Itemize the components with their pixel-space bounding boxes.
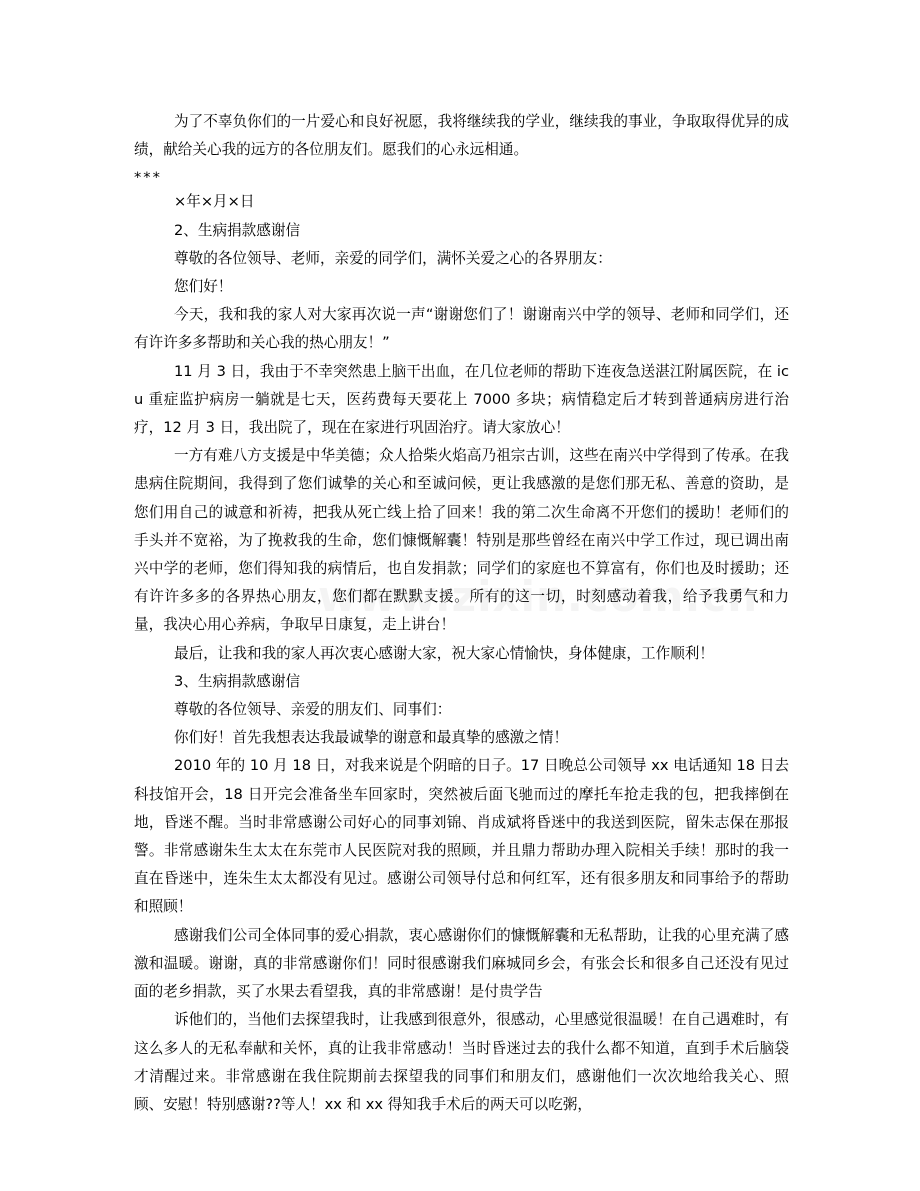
signature-stars: *** [134, 169, 162, 187]
paragraph: 诉他们的，当他们去探望我时，让我感到很意外，很感动，心里感觉很温暖！在自己遇难时，有这么多人的无私奉献和关怀，真的让我非常感动！当时昏迷过去的我什么都不知道，直到手术后脑袋才清醒过来。非常感谢在我住院期前去探望我的同事们和朋友们，感谢他们一次次地给我关心、照顾、安慰！特别感谢??等人！xx 和 xx 得知我手术后的两天可以吃粥， [134, 1011, 789, 1113]
paragraph: 3、生病捐款感谢信 [174, 672, 301, 690]
paragraph: 尊敬的各位领导、老师，亲爱的同学们，满怀关爱之心的各界朋友： [174, 249, 612, 267]
paragraph: 您们好！ [174, 278, 233, 296]
paragraph: 2、生病捐款感谢信 [174, 221, 301, 239]
paragraph: 最后，让我和我的家人再次衷心感谢大家，祝大家心情愉快，身体健康，工作顺利！ [174, 644, 714, 662]
paragraph: 2010 年的 10 月 18 日，对我来说是个阴暗的日子。17 日晚总公司领导 xx 电话通知 18 日去科技馆开会，18 日开完会准备坐车回家时，突然被后面飞驰而过的摩托车抢走我的包，把我摔倒在地，昏迷不醒。当时非常感谢公司好心的同事刘锦、肖成斌将昏迷中的我送到医院，留朱志保在那报警。非常感谢朱生太太在东莞市人民医院对我的照顾，并且鼎力帮助办理入院相关手续！那时的我一直在昏迷中，连朱生太太都没有见过。感谢公司领导付总和何红军，还有很多朋友和同事给予的帮助和照顾！ [134, 757, 789, 916]
paragraph: 为了不辜负你们的一片爱心和良好祝愿，我将继续我的学业，继续我的事业，争取取得优异的成绩，献给关心我的远方的各位朋友们。愿我们的心永远相通。 [134, 113, 789, 159]
paragraph: 感谢我们公司全体同事的爱心捐款，衷心感谢你们的慷慨解囊和无私帮助，让我的心里充满了感激和温暖。谢谢，真的非常感谢你们！同时很感谢我们麻城同乡会，有张会长和很多自己还没有见过面的老乡捐款，买了水果去看望我，真的非常感谢！是付贵学告 [134, 926, 789, 1001]
paragraph: ×年×月×日 [174, 193, 255, 211]
paragraph: 你们好！首先我想表达我最诚挚的谢意和最真挚的感激之情！ [174, 729, 569, 747]
paragraph: 尊敬的各位领导、亲爱的朋友们、同事们： [174, 701, 452, 719]
paragraph: 11 月 3 日，我由于不幸突然患上脑干出血，在几位老师的帮助下连夜急送湛江附属医院，在 icu 重症监护病房一躺就是七天，医药费每天要花上 7000 多块；病情稳定后才转到普通病房进行治疗，12 月 3 日，我出院了，现在在家进行巩固治疗。请大家放心！ [134, 362, 789, 437]
paragraph: 今天，我和我的家人对大家再次说一声“谢谢您们了！谢谢南兴中学的领导、老师和同学们，还有许许多多帮助和关心我的热心朋友！” [134, 306, 789, 352]
document-body [134, 108, 789, 1119]
paragraph: 一方有难八方支援是中华美德；众人拾柴火焰高乃祖宗古训，这些在南兴中学得到了传承。在我患病住院期间，我得到了您们诚挚的关心和至诚问候，更让我感激的是您们那无私、善意的资助，是您们用自己的诚意和祈祷，把我从死亡线上拾了回来！我的第二次生命离不开您们的援助！老师们的手头并不宽裕，为了挽救我的生命，您们慷慨解囊！特别是那些曾经在南兴中学工作过，现已调出南兴中学的老师，您们得知我的病情后，也自发捐款；同学们的家庭也不算富有，你们也及时援助；还有许许多多的各界热心朋友，您们都在默默支援。所有的这一切，时刻感动着我，给予我勇气和力量，我决心用心养病，争取早日康复，走上讲台！ [134, 447, 789, 634]
